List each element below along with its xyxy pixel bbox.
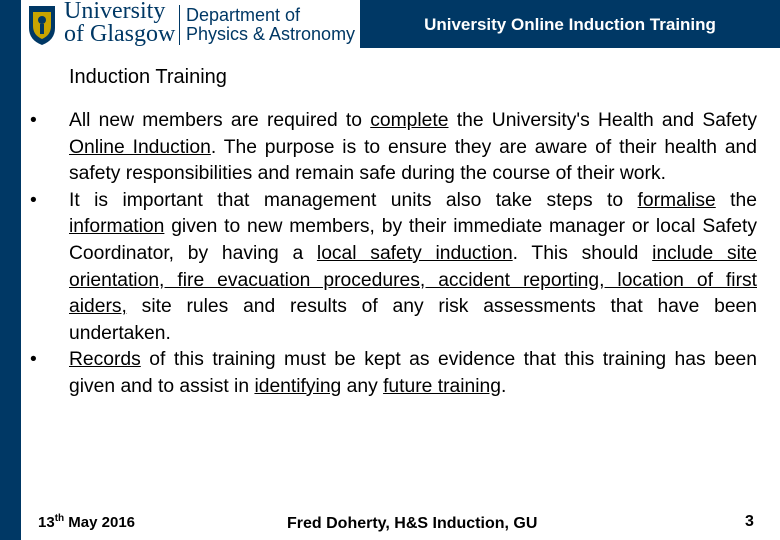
- date-suffix: th: [54, 513, 65, 524]
- logo-line-1: University: [64, 0, 166, 24]
- bullet-text: It is important that management units also take steps to: [69, 189, 638, 211]
- bullet-text: All new members are required to: [69, 110, 371, 131]
- department-line-1: Department of: [186, 5, 301, 25]
- bullet-text: given to new members, by their immediate manager or local Safety Coordinator, by having a: [69, 216, 757, 264]
- crest-icon: [27, 4, 57, 46]
- left-accent-bar: [0, 0, 21, 540]
- underlined-text: future training: [383, 375, 501, 397]
- date-rest: May 2016: [64, 514, 136, 531]
- logo-line-2: of Glasgow: [64, 21, 176, 47]
- underlined-text: formalise: [637, 189, 716, 211]
- footer-date: [38, 513, 135, 531]
- underlined-text: include site orientation, fire evacuation procedures, accident reporting, location of first aiders,: [69, 242, 758, 318]
- bullet-dot: •: [30, 189, 37, 211]
- footer-author: Fred Doherty, H&S Induction, GU: [287, 515, 538, 532]
- bullet-text: site rules and results of any risk assessments that have been undertaken.: [69, 296, 757, 344]
- logo-wordmark: [64, 0, 175, 46]
- bullet-dot: •: [30, 110, 37, 131]
- banner-title: University Online Induction Training: [424, 15, 716, 34]
- underlined-text: complete: [370, 110, 449, 131]
- underlined-text: Online Induction: [69, 136, 211, 158]
- underlined-text: information: [69, 216, 165, 238]
- department-line-2: Physics & Astronomy: [186, 24, 356, 44]
- department-name: [186, 6, 355, 44]
- header-banner: [360, 0, 780, 48]
- bullet-text: the: [715, 189, 757, 211]
- underlined-text: identifying: [254, 375, 342, 397]
- underlined-text: Records: [69, 349, 141, 371]
- bullet-item: [30, 188, 757, 348]
- bullet-item: [30, 347, 757, 400]
- bullet-dot: •: [30, 349, 37, 371]
- date-day: 13: [38, 514, 55, 531]
- bullet-text: . The purpose is to ensure they are aware of their health and safety responsibilities and remain safe during the course of their work.: [69, 136, 757, 185]
- bullet-text: . This should: [512, 242, 653, 264]
- underlined-text: local safety induction: [316, 242, 513, 264]
- bullet-text: of this training must be kept as evidence that this training has been given and to assist in: [69, 349, 757, 397]
- slide-title: Induction Training: [69, 66, 227, 88]
- bullet-list: [30, 108, 757, 401]
- logo-divider: [179, 5, 180, 45]
- bullet-text: any: [341, 375, 384, 397]
- university-logo: [24, 0, 360, 52]
- page-number: 3: [745, 513, 754, 530]
- bullet-item: [30, 108, 757, 188]
- bullet-text: the University's Health and Safety: [448, 110, 757, 131]
- bullet-text: .: [500, 375, 507, 397]
